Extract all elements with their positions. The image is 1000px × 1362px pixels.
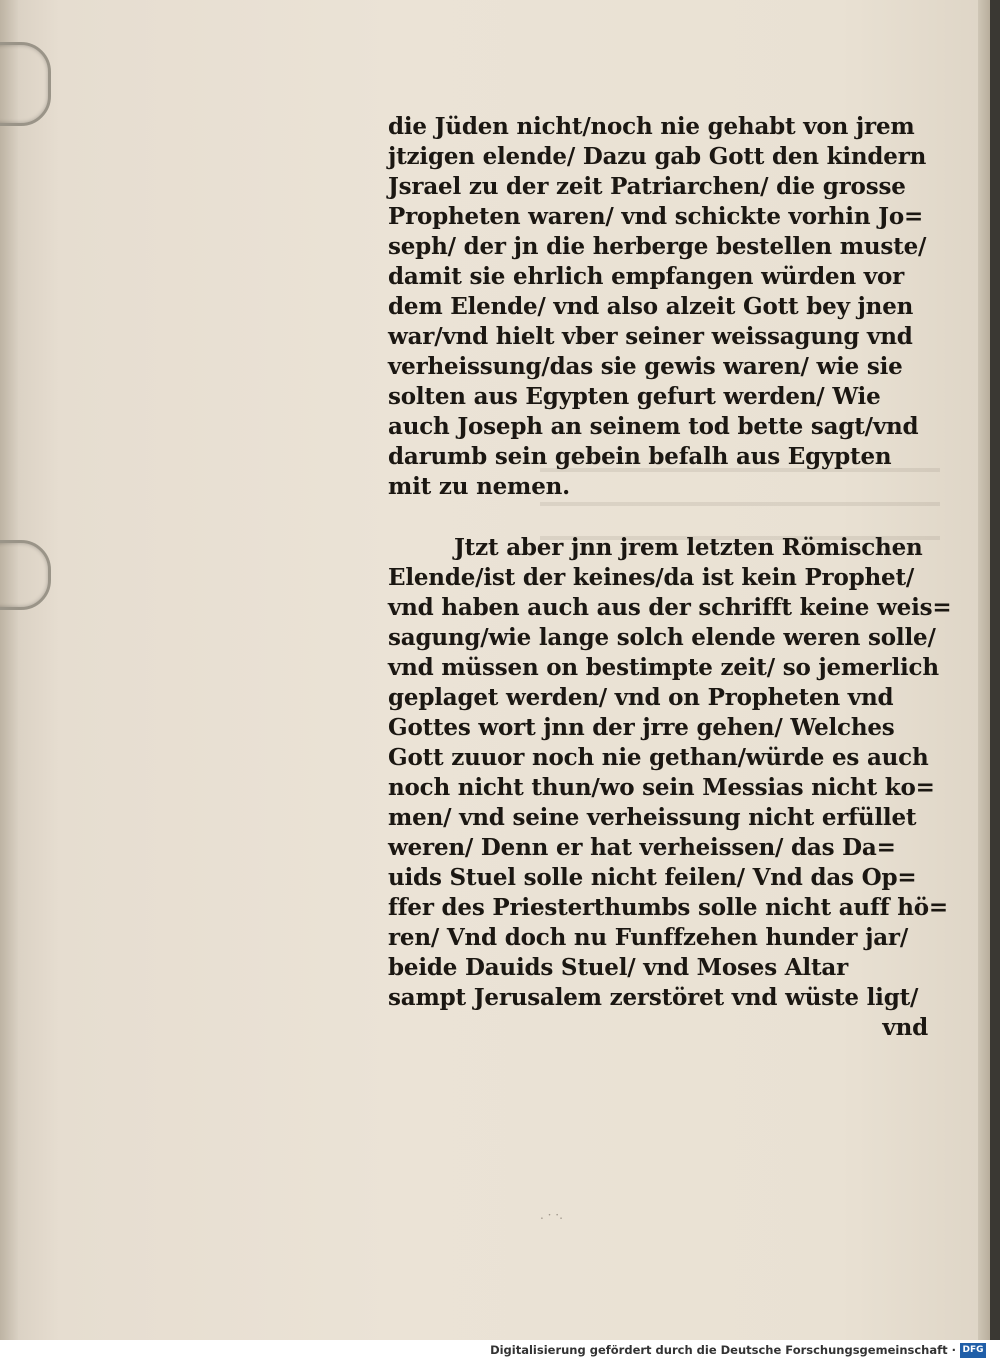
text-line: Elende/ist der keines/da ist kein Prophet/ <box>388 564 915 591</box>
funding-notice: Digitalisierung gefördert durch die Deutsche Forschungsgemeinschaft · <box>490 1343 956 1357</box>
text-line: verheissung/das sie gewis waren/ wie sie <box>388 353 903 380</box>
text-line: Jsrael zu der zeit Patriarchen/ die grosse <box>388 173 906 200</box>
text-line: darumb sein gebein befalh aus Egypten <box>388 443 892 470</box>
text-line: sampt Jerusalem zerstöret vnd wüste ligt/ <box>388 984 919 1011</box>
text-line: Gott zuuor noch nie gethan/würde es auch <box>388 744 929 771</box>
text-line: ren/ Vnd doch nu Funffzehen hunder jar/ <box>388 924 909 951</box>
text-line: war/vnd hielt vber seiner weissagung vnd <box>388 323 913 350</box>
footer-bar <box>0 1340 1000 1362</box>
text-line: sagung/wie lange solch elende weren solle/ <box>388 624 936 651</box>
text-line: beide Dauids Stuel/ vnd Moses Altar <box>388 954 848 981</box>
text-line: Gottes wort jnn der jrre gehen/ Welches <box>388 714 895 741</box>
page-binding-edge <box>0 0 18 1340</box>
dfg-logo-icon: DFG <box>960 1343 986 1358</box>
text-line: dem Elende/ vnd also alzeit Gott bey jnen <box>388 293 914 320</box>
paragraph-1 <box>388 112 940 502</box>
text-line: vnd müssen on bestimpte zeit/ so jemerlich <box>388 654 939 681</box>
text-line: geplaget werden/ vnd on Propheten vnd <box>388 684 894 711</box>
binding-clip-top <box>0 42 51 126</box>
text-line: ffer des Priesterthumbs solle nicht auff hö= <box>388 894 948 921</box>
text-line: mit zu nemen. <box>388 473 570 500</box>
text-line: damit sie ehrlich empfangen würden vor <box>388 263 905 290</box>
text-line: auch Joseph an seinem tod bette sagt/vnd <box>388 413 919 440</box>
binding-clip-middle <box>0 540 51 610</box>
text-line: Jtzt aber jnn jrem letzten Römischen <box>454 534 923 561</box>
text-line: jtzigen elende/ Dazu gab Gott den kindern <box>388 143 927 170</box>
text-line: Propheten waren/ vnd schickte vorhin Jo= <box>388 203 924 230</box>
text-line: uids Stuel solle nicht feilen/ Vnd das Op= <box>388 864 917 891</box>
text-line: noch nicht thun/wo sein Messias nicht ko= <box>388 774 935 801</box>
page-fore-edge <box>978 0 990 1340</box>
paper-specks: . · ·. <box>540 1208 563 1222</box>
text-line: vnd haben auch aus der schrifft keine weis= <box>388 594 952 621</box>
catchword: vnd <box>882 1014 928 1041</box>
text-line: weren/ Denn er hat verheissen/ das Da= <box>388 834 896 861</box>
text-line: solten aus Egypten gefurt werden/ Wie <box>388 383 881 410</box>
paragraph-2 <box>388 533 952 1043</box>
text-line: men/ vnd seine verheissung nicht erfüllet <box>388 804 917 831</box>
scan-background <box>990 0 1000 1340</box>
text-line: die Jüden nicht/noch nie gehabt von jrem <box>388 113 915 140</box>
text-line: seph/ der jn die herberge bestellen muste/ <box>388 233 927 260</box>
